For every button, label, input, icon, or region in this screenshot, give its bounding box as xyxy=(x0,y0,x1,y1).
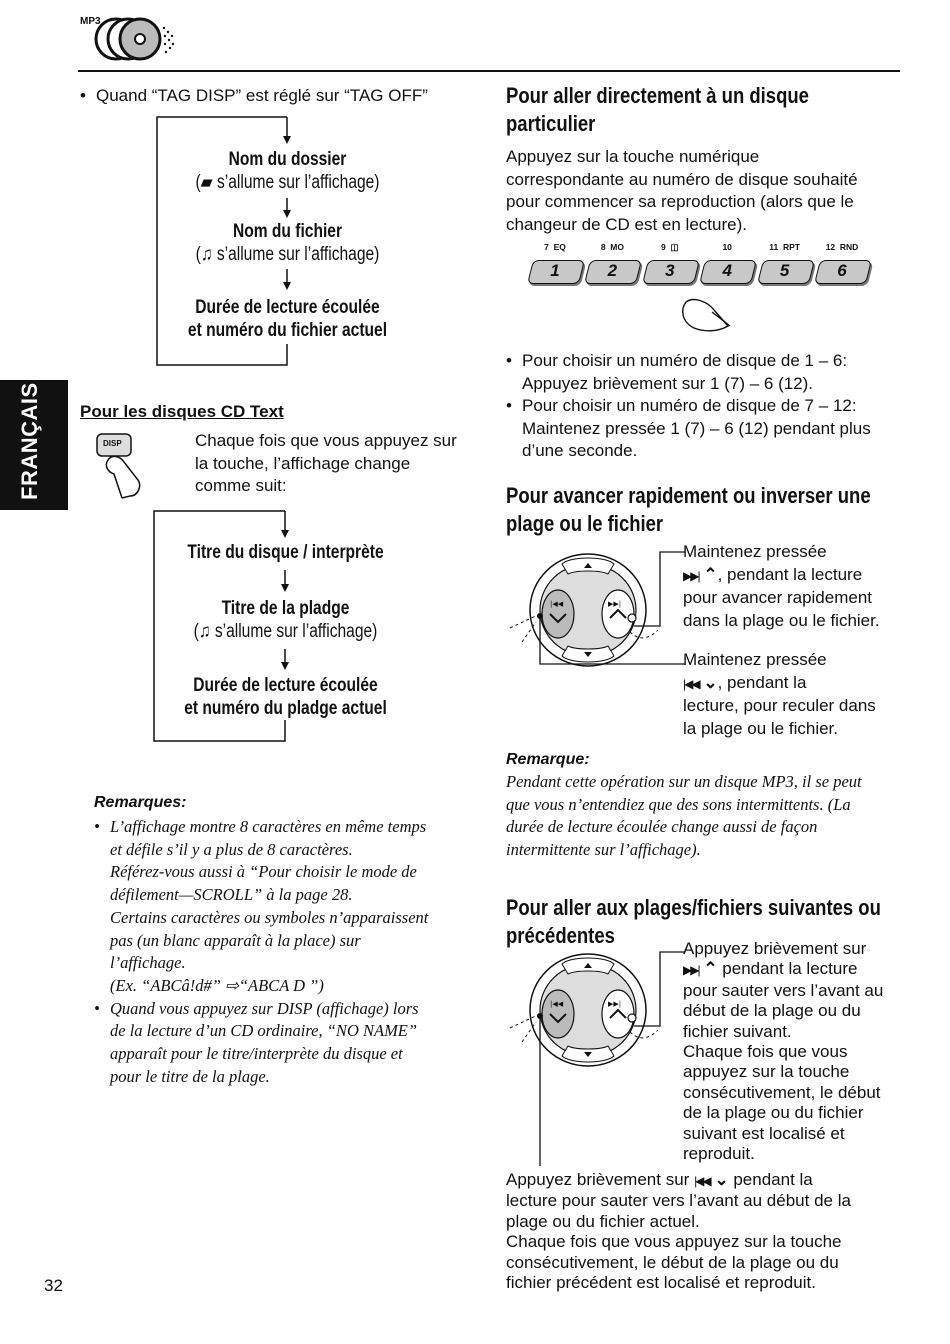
sec3-rev-text xyxy=(506,1170,906,1293)
remark-line: pas (un blanc apparaît à la place) sur xyxy=(110,930,361,950)
header-rule xyxy=(78,70,900,72)
disc-button-number: 3 xyxy=(665,261,675,280)
sec2-title-line: plage ou le fichier xyxy=(506,511,664,536)
sec3-fwd-line: de la plage ou du fichier xyxy=(683,1103,864,1123)
sec3-fwd-line: appuyez sur la touche xyxy=(683,1062,850,1082)
flow1-item2: Nom du fichier (♫ s’allume sur l’affichage) xyxy=(195,221,380,265)
sec3-rev-line: consécutivement, le début de la plage ou du xyxy=(506,1252,839,1272)
disc-button-number: 2 xyxy=(607,261,618,280)
remark-line: apparaît pour le titre/interprète du disque et xyxy=(110,1044,403,1064)
disp-button-label: DISP xyxy=(103,439,122,448)
flow2-item1-title: Titre du disque / interprète xyxy=(187,542,384,563)
sec3-rev-line: Chaque fois que vous appuyez sur la touche xyxy=(506,1232,842,1252)
remark-title: Remarque: xyxy=(506,751,590,768)
next-track-icon: ▶▶| xyxy=(683,963,699,978)
flow2-item3-line2: et numéro du pladge actuel xyxy=(184,698,387,719)
sec1-body-line: Appuyez sur la touche numérique xyxy=(506,147,760,166)
svg-text:▶▶|: ▶▶| xyxy=(608,600,622,608)
sec1-title-line: particulier xyxy=(506,111,596,136)
down-chevron-icon: ⌄ xyxy=(703,672,718,692)
sec3-rev-line: fichier précédent est localisé et reproduit. xyxy=(506,1273,816,1293)
sec2-title-line: Pour avancer rapidement ou inverser une xyxy=(506,483,871,508)
language-tab-label: FRANÇAIS xyxy=(17,382,42,500)
flow1-item1-title: Nom du dossier xyxy=(228,149,347,170)
disc-button-number: 5 xyxy=(779,261,790,280)
sec3-rev-line: plage ou du fichier actuel. xyxy=(506,1211,700,1231)
disc-number-buttons xyxy=(528,240,873,340)
flow1-item1: Nom du dossier (▰ s’allume sur l’affichage) xyxy=(195,149,380,193)
remark-line: (Ex. “ABCâ!d#” ⇨“ABCA D ”) xyxy=(110,975,324,995)
flow1-item2-title: Nom du fichier xyxy=(232,221,343,242)
disp-button-icon xyxy=(94,430,164,502)
sec2-fwd-line: dans la plage ou le fichier. xyxy=(683,610,880,630)
remark-line: durée de lecture écoulée change aussi de façon xyxy=(506,817,818,837)
remark-line: l’affichage. xyxy=(110,953,186,973)
disc-button-number: 6 xyxy=(837,261,847,280)
flow2-item3-line1: Durée de lecture écoulée xyxy=(193,675,378,696)
flow1-item3-line2: et numéro du fichier actuel xyxy=(187,320,388,341)
flow1-item1-sub: s’allume sur l’affichage) xyxy=(212,172,380,193)
disc-button-number: 4 xyxy=(722,261,732,280)
sec3-title-line: Pour aller aux plages/fichiers suivantes ou xyxy=(506,895,881,920)
flow2-item2: Titre de la pladge (♫ s’allume sur l’affichage) xyxy=(193,598,378,642)
cdtext-desc xyxy=(195,430,495,498)
flow2-item2-sub: s’allume sur l’affichage) xyxy=(210,621,378,642)
sec3-fwd-line: reproduit. xyxy=(683,1144,755,1164)
disc-button-number: 1 xyxy=(550,261,560,280)
remark-line: et défile s’il y a plus de 8 caractères. xyxy=(110,839,353,859)
svg-text:|◀◀: |◀◀ xyxy=(550,1000,564,1008)
sec3-fwd-line: pendant la lecture xyxy=(717,959,858,979)
sec1-bullet: • Pour choisir un numéro de disque de 1 – 6: Appuyez brièvement sur 1 (7) – 6 (12). xyxy=(506,350,901,395)
disc-button-secondary-label: 8 MO xyxy=(600,242,624,252)
down-chevron-icon: ⌄ xyxy=(714,1170,729,1189)
svg-text:▶▶|: ▶▶| xyxy=(608,1000,622,1008)
flow2-item2-title: Titre de la pladge xyxy=(221,598,350,619)
sec2-rev-text xyxy=(683,649,903,740)
up-chevron-icon: ⌃ xyxy=(703,959,718,979)
flow1-item3-line1: Durée de lecture écoulée xyxy=(195,297,380,318)
sec3-fwd-line: fichier suivant. xyxy=(683,1021,792,1041)
remark-block xyxy=(506,749,906,862)
cdtext-line: la touche, l’affichage change xyxy=(195,453,411,473)
prev-track-icon: |◀◀ xyxy=(694,1174,710,1188)
remark-line: de la lecture d’un CD ordinaire, “NO NAME” xyxy=(110,1021,418,1041)
remark-line: pour le titre de la plage. xyxy=(110,1066,270,1086)
sec1-bullet-line: Pour choisir un numéro de disque de 1 – 6: xyxy=(522,351,848,370)
remark-item: • L’affichage montre 8 caractères en même temps et défile s’il y a plus de 8 caractères. Référez-vous aussi à “Pour choisir le mode de défilement—SCROLL” à la page 28. Certains caractères ou symboles n’apparaissent pas (un blanc apparaît à la place) sur l’affichage. (Ex. “ABCâ!d#” ⇨“ABCA D ”) xyxy=(94,816,474,998)
up-chevron-icon: ⌃ xyxy=(703,564,718,584)
remark-line: Certains caractères ou symboles n’apparaissent xyxy=(110,907,429,927)
sec1-bullet: • Pour choisir un numéro de disque de 7 – 12: Maintenez pressée 1 (7) – 6 (12) pendant plus d’une seconde. xyxy=(506,395,901,463)
flow-diagram-cdtext xyxy=(148,506,448,746)
sec3-fwd-line: début de la plage ou du xyxy=(683,1001,861,1021)
remark-item: • Quand vous appuyez sur DISP (affichage) lors de la lecture d’un CD ordinaire, “NO NAME” apparaît pour le titre/interprète du disque et pour le titre de la plage. xyxy=(94,998,474,1089)
remark-line: défilement—SCROLL” à la page 28. xyxy=(110,885,353,905)
tag-bullet-text: Quand “TAG DISP” est réglé sur “TAG OFF” xyxy=(96,86,428,105)
sec1-bullet-line: Pour choisir un numéro de disque de 7 – 12: xyxy=(522,396,857,415)
cdtext-line: comme suit: xyxy=(195,476,287,495)
sec3-rev-line: Appuyez brièvement sur xyxy=(506,1170,690,1189)
folder-icon: ▰ xyxy=(200,172,213,193)
disc-button-secondary-label: 7 EQ xyxy=(544,242,566,252)
remarks-block xyxy=(94,792,474,1088)
next-track-icon: ▶▶| xyxy=(683,568,699,583)
sec3-rev-line: lecture pour sauter vers l’avant au début de la xyxy=(506,1191,851,1211)
sec1-bullet-line: Appuyez brièvement sur 1 (7) – 6 (12). xyxy=(522,373,814,393)
flow-diagram-mp3 xyxy=(150,112,450,372)
skip-callout-lines xyxy=(530,940,690,1170)
sec1-bullets xyxy=(506,350,901,463)
sec3-rev-line: pendant la xyxy=(728,1170,813,1189)
sec3-fwd-line: Chaque fois que vous xyxy=(683,1042,848,1062)
flow1-item3 xyxy=(175,296,401,342)
finger-icon xyxy=(528,240,873,340)
disc-button-secondary-label: 9 ◫ xyxy=(661,242,679,252)
sec1-title-line: Pour aller directement à un disque xyxy=(506,83,809,108)
sec1-bullet-line: Maintenez pressée 1 (7) – 6 (12) pendant plus xyxy=(522,418,871,438)
cdtext-line: Chaque fois que vous appuyez sur xyxy=(195,431,457,450)
flow1-item2-sub: s’allume sur l’affichage) xyxy=(212,244,380,265)
sec2-fwd-line: pour avancer rapidement xyxy=(683,588,873,607)
sec3-fwd-text xyxy=(683,939,903,1164)
sec2-rev-line: lecture, pour reculer dans xyxy=(683,696,876,715)
sec3-fwd-line: Appuyez brièvement sur xyxy=(683,939,867,958)
remark-line: intermittente sur l’affichage). xyxy=(506,840,701,860)
remark-line: Quand vous appuyez sur DISP (affichage) lors xyxy=(110,998,419,1018)
sec1-body-line: correspondante au numéro de disque souhaité xyxy=(506,169,858,189)
sec2-fwd-text xyxy=(683,541,903,632)
remarks-title: Remarques: xyxy=(94,794,187,811)
prev-track-icon: |◀◀ xyxy=(683,676,699,691)
remark-line: Pendant cette opération sur un disque MP3, il se peut xyxy=(506,772,862,791)
remark-line: L’affichage montre 8 caractères en même temps xyxy=(110,817,427,836)
disc-button-secondary-label: 10 xyxy=(722,242,732,252)
music-note-icon: ♫ xyxy=(198,621,211,642)
sec2-rev-line: , pendant la xyxy=(717,672,807,692)
flow2-item1 xyxy=(173,541,399,564)
sec2-rev-line: Maintenez pressée xyxy=(683,650,827,669)
mp3-disc-icon xyxy=(78,14,188,64)
sec2-title xyxy=(506,482,871,538)
remark-line: que vous n’entendiez que des sons intermittents. (La xyxy=(506,794,851,814)
flow2-item3 xyxy=(173,674,399,720)
sec3-fwd-line: consécutivement, le début xyxy=(683,1082,881,1102)
sec2-rev-line: la plage ou le fichier. xyxy=(683,718,838,738)
sec1-body-line: changeur de CD est en lecture). xyxy=(506,214,747,234)
mp3-label: MP3 xyxy=(80,16,101,27)
svg-text:|◀◀: |◀◀ xyxy=(550,600,564,608)
sec3-title-line: précédentes xyxy=(506,923,615,948)
sec1-body-line: pour commencer sa reproduction (alors que le xyxy=(506,192,854,211)
sec3-fwd-line: pour sauter vers l’avant au xyxy=(683,980,884,1000)
disc-button-secondary-label: 12 RND xyxy=(825,242,859,252)
sec3-fwd-line: suivant est localisé et xyxy=(683,1123,845,1143)
sec1-body xyxy=(506,146,901,236)
sec2-fwd-line: , pendant la lecture xyxy=(717,564,863,584)
sec2-fwd-line: Maintenez pressée xyxy=(683,542,827,561)
seek-callout-lines xyxy=(530,540,690,680)
cdtext-heading: Pour les disques CD Text xyxy=(80,402,284,421)
disc-button-secondary-label: 11 RPT xyxy=(769,242,800,252)
page-number: 32 xyxy=(44,1276,63,1295)
sec1-bullet-line: d’une seconde. xyxy=(522,441,638,460)
remark-line: Référez-vous aussi à “Pour choisir le mode de xyxy=(110,862,417,882)
music-note-icon: ♫ xyxy=(200,244,213,265)
sec1-title xyxy=(506,82,809,138)
